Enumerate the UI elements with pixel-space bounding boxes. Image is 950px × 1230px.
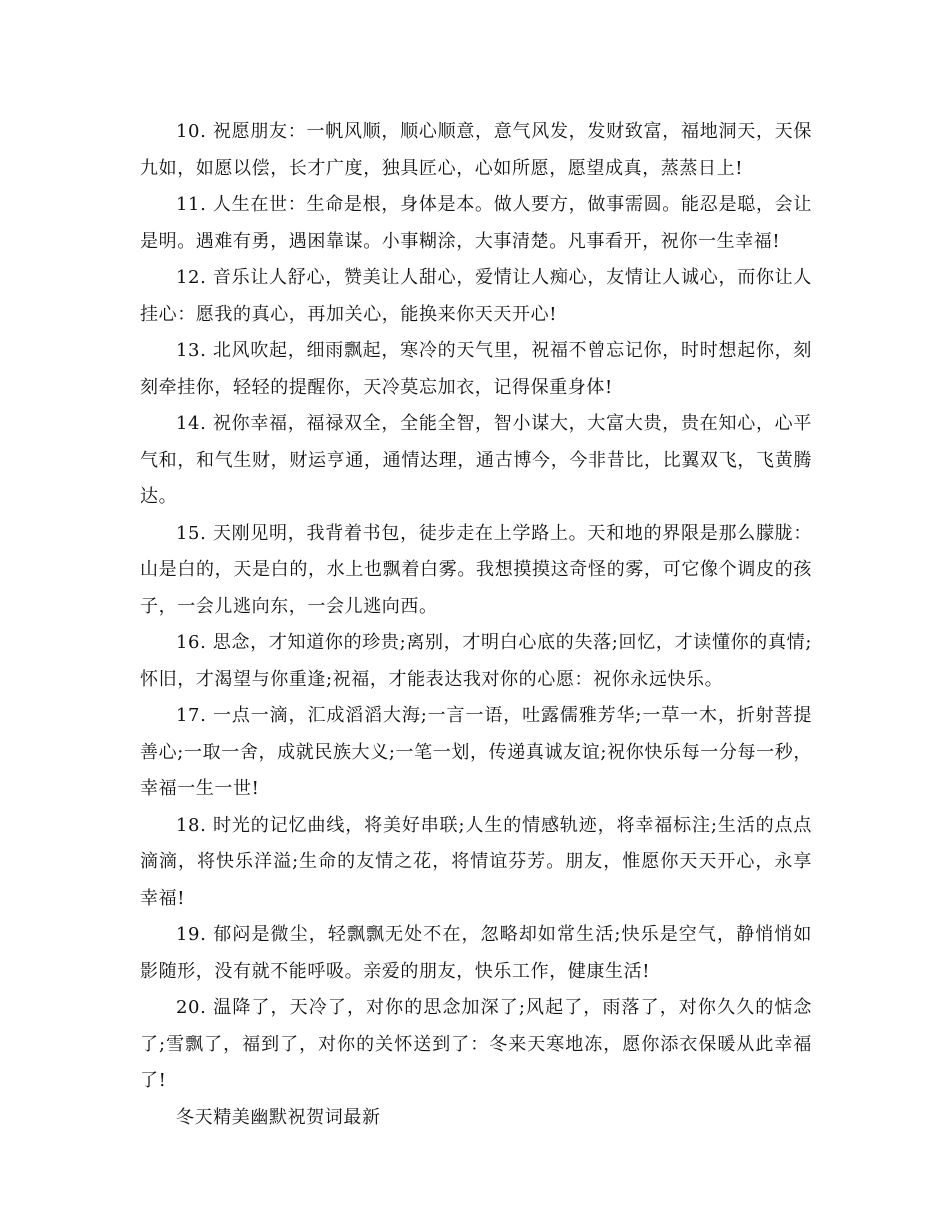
paragraph-20: 20. 温降了，天冷了，对你的思念加深了;风起了，雨落了，对你久久的惦念了;雪飘了，福到了，对你的关怀送到了：冬来天寒地冻，愿你添衣保暖从此幸福了!: [140, 997, 812, 1091]
paragraph-15: 15. 天刚见明，我背着书包，徒步走在上学路上。天和地的界限是那么朦胧：山是白的，天是白的，水上也飘着白雾。我想摸摸这奇怪的雾，可它像个调皮的孩子，一会儿逃向东，一会儿逃向西。: [140, 522, 812, 617]
paragraph-19: 19. 郁闷是微尘，轻飘飘无处不在，忽略却如常生活;快乐是空气，静悄悄如影随形，没有就不能呼吸。亲爱的朋友，快乐工作，健康生活!: [140, 924, 812, 982]
section-heading: 冬天精美幽默祝贺词最新: [176, 1106, 381, 1128]
paragraph-18: 18. 时光的记忆曲线，将美好串联;人生的情感轨迹，将幸福标注;生活的点点滴滴，将快乐洋溢;生命的友情之花，将情谊芬芳。朋友，惟愿你天天开心，永享幸福!: [140, 814, 812, 909]
paragraph-11: 11. 人生在世：生命是根，身体是本。做人要方，做事需圆。能忍是聪，会让是明。遇难有勇，遇困靠谋。小事糊涂，大事清楚。凡事看开，祝你一生幸福!: [140, 194, 812, 252]
paragraph-14: 14. 祝你幸福，福禄双全，全能全智，智小谋大，大富大贵，贵在知心，心平气和，和气生财，财运亨通，通情达理，通古博今，今非昔比，比翼双飞，飞黄腾达。: [140, 413, 812, 507]
paragraph-16: 16. 思念，才知道你的珍贵;离别，才明白心底的失落;回忆，才读懂你的真情;怀旧，才渴望与你重逢;祝福，才能表达我对你的心愿：祝你永远快乐。: [140, 632, 812, 690]
paragraph-17: 17. 一点一滴，汇成滔滔大海;一言一语，吐露儒雅芳华;一草一木，折射菩提善心;一取一舍，成就民族大义;一笔一划，传递真诚友谊;祝你快乐每一分每一秒，幸福一生一世!: [140, 705, 812, 799]
paragraph-10: 10. 祝愿朋友：一帆风顺，顺心顺意，意气风发，发财致富，福地洞天，天保九如，如愿以偿，长才广度，独具匠心，心如所愿，愿望成真，蒸蒸日上!: [140, 121, 812, 179]
paragraph-13: 13. 北风吹起，细雨飘起，寒冷的天气里，祝福不曾忘记你，时时想起你，刻刻牵挂你，轻轻的提醒你，天冷莫忘加衣，记得保重身体!: [140, 340, 812, 398]
document-body: [140, 114, 812, 1136]
paragraph-12: 12. 音乐让人舒心，赞美让人甜心，爱情让人痴心，友情让人诚心，而你让人挂心：愿我的真心，再加关心，能换来你天天开心!: [140, 267, 812, 325]
